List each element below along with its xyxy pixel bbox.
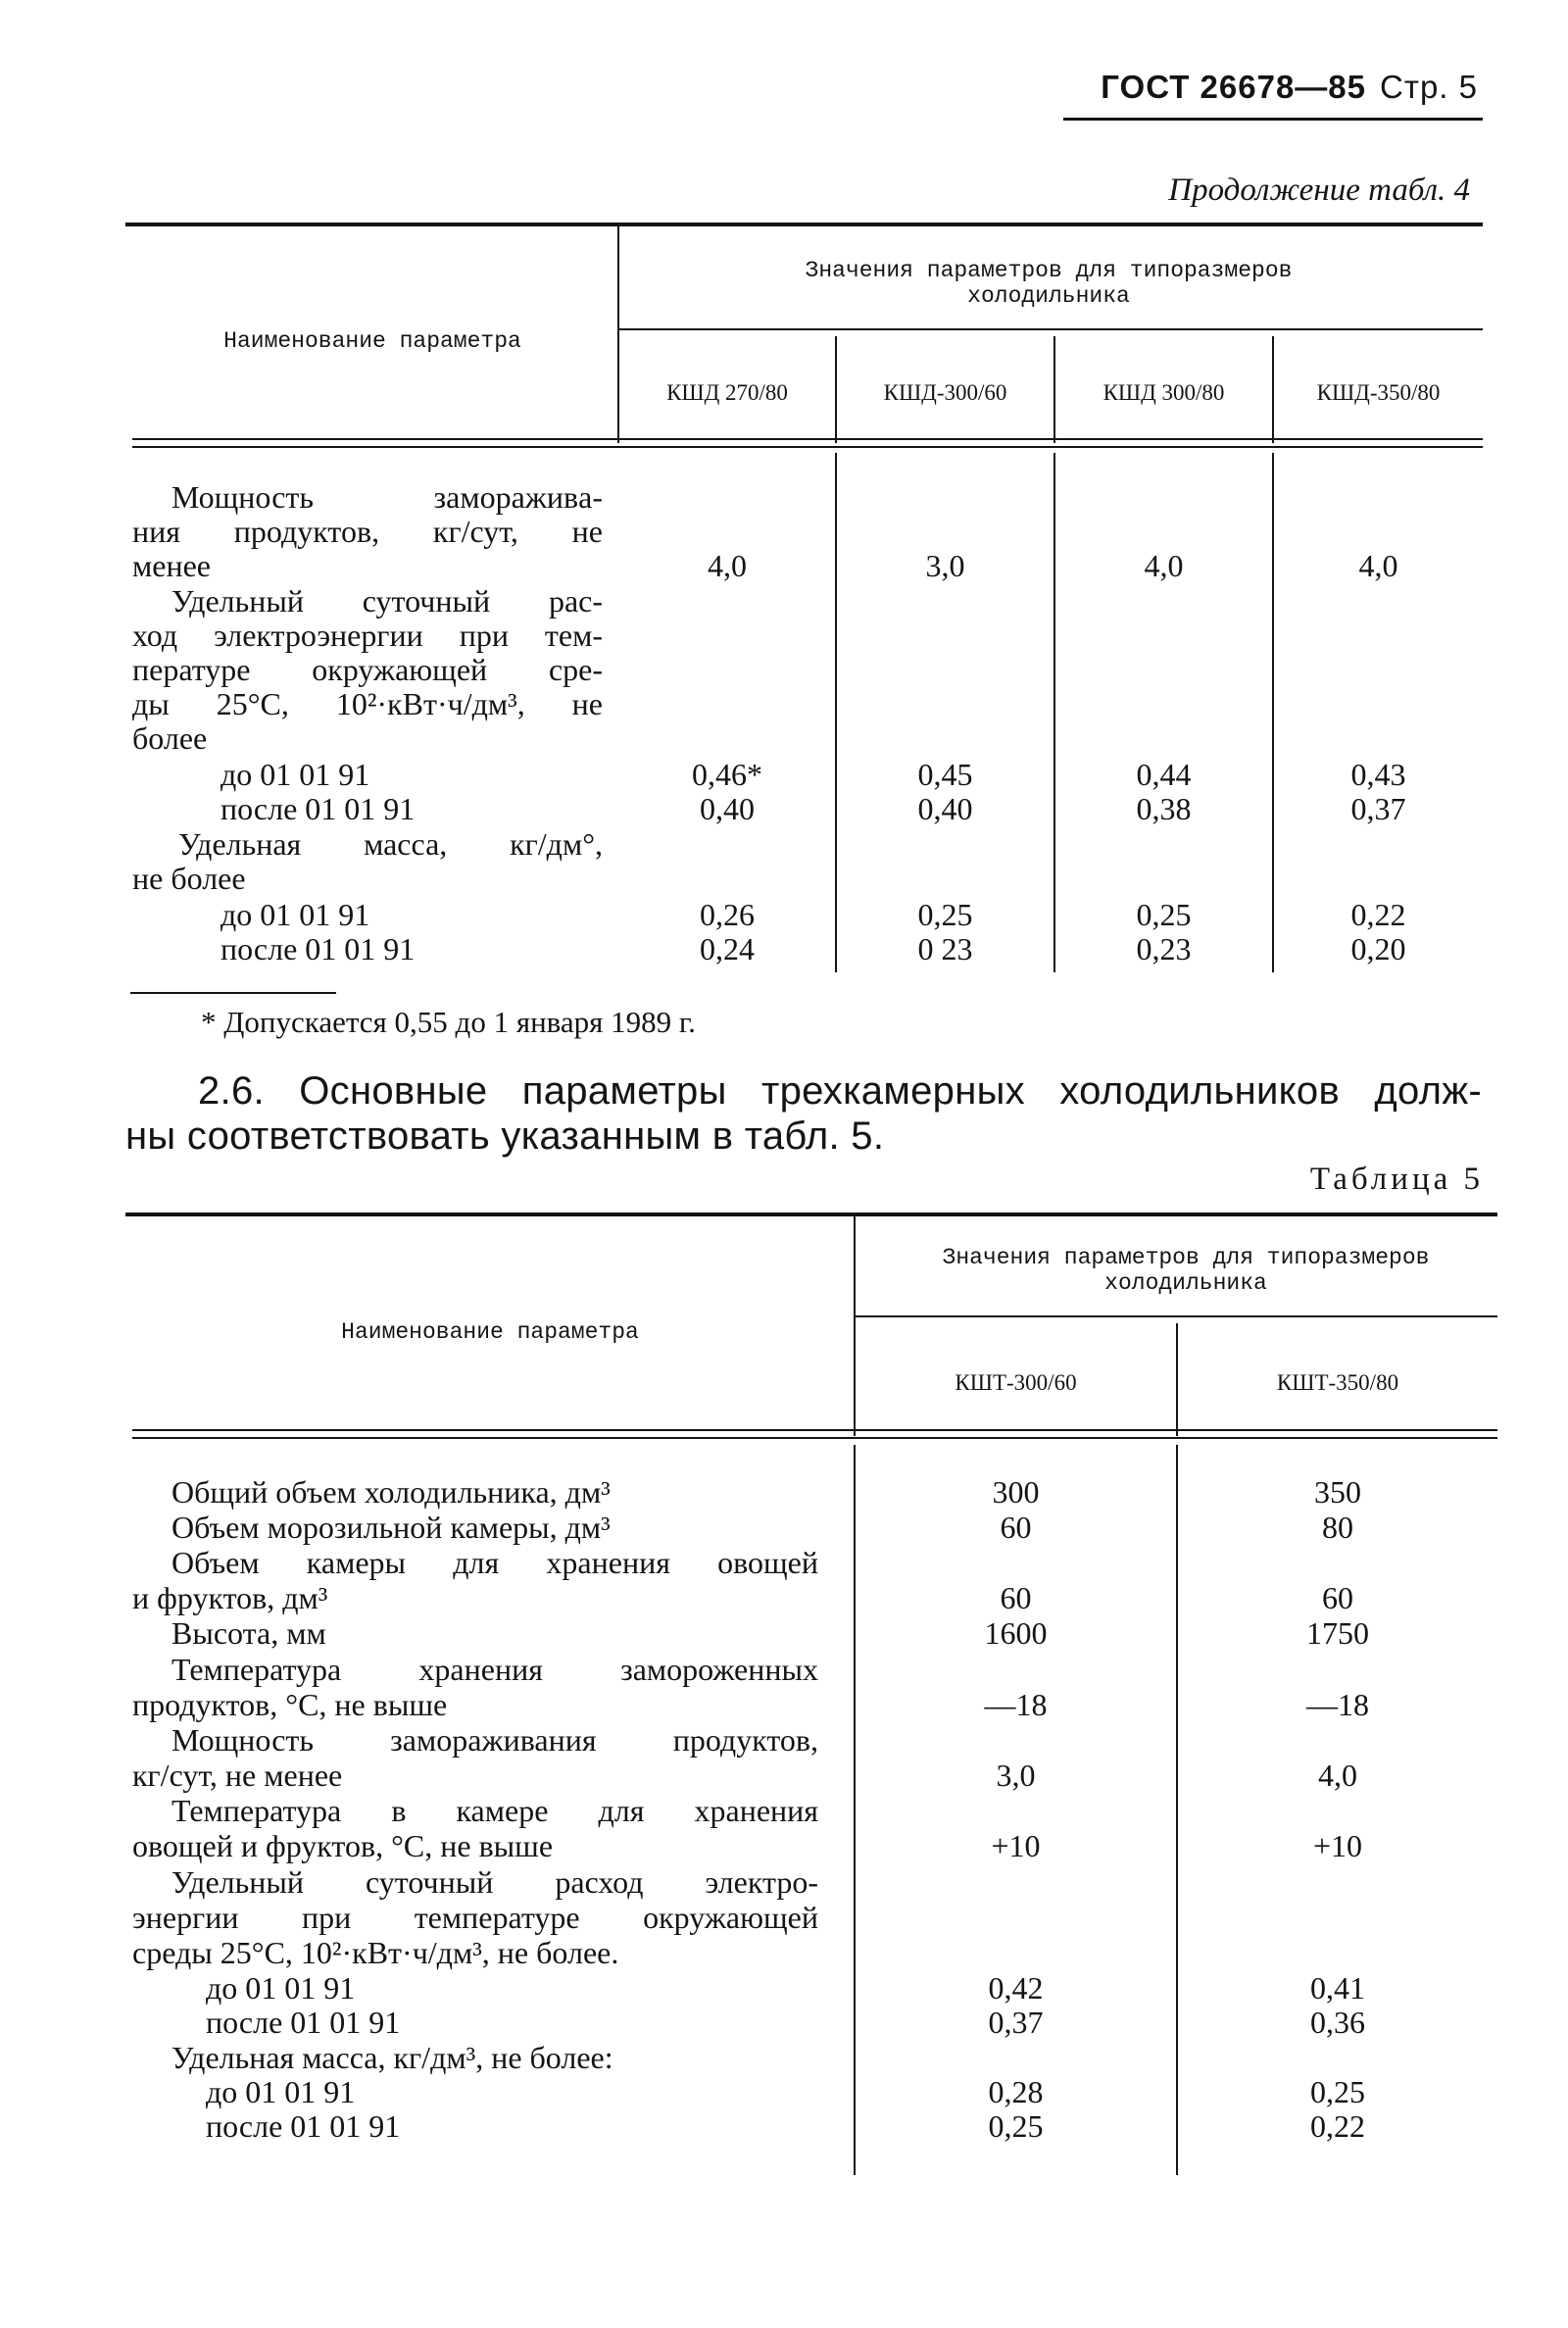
table5-column-header: КШТ-350/80: [1276, 1370, 1399, 1395]
table5-cell: 0,41: [1310, 1970, 1365, 2006]
page-number: Стр. 5: [1380, 69, 1478, 105]
table5-cell: 0,42: [988, 1970, 1044, 2006]
table4-cell: 0,24: [700, 931, 755, 966]
document-number: ГОСТ 26678—85: [1101, 69, 1366, 105]
table5-cell: 1750: [1306, 1615, 1369, 1651]
table4-row-label: до 01 01 91: [220, 897, 370, 932]
table4-body-divider: [835, 453, 837, 972]
table4-footnote: * Допускается 0,55 до 1 января 1989 г.: [201, 1005, 696, 1039]
table4-row-label: пературе окружающей сре-: [132, 652, 603, 687]
table4-row-label: ды 25°С, 10²·кВт·ч/дм³, не: [132, 686, 603, 721]
table5-cell: 0,25: [988, 2108, 1044, 2144]
table4-row-label: более: [132, 720, 208, 756]
table4-cell: 0,26: [700, 897, 755, 932]
table4-header-rule-1: [132, 438, 1483, 440]
table5-group-rule: [856, 1315, 1497, 1317]
table5-group-header: Значения параметров для типоразмеров холодильника: [942, 1245, 1430, 1296]
table5-divider: [854, 1215, 856, 1436]
table5-top-rule: [125, 1213, 1497, 1216]
table5-header-rule-1: [132, 1429, 1497, 1431]
table4-group-header: Значения параметров для типоразмеров холодильника: [805, 258, 1293, 309]
table4-cell: 0,44: [1136, 757, 1192, 792]
table5-cell: 0,25: [1310, 2074, 1365, 2109]
table4-caption: Продолжение табл. 4: [1168, 173, 1470, 208]
table5-cell: 60: [1000, 1580, 1032, 1615]
table5-row-label: среды 25°С, 10²·кВт·ч/дм³, не более.: [132, 1935, 619, 1970]
table5-row-label: и фруктов, дм³: [132, 1580, 328, 1615]
table5-cell: 0,37: [988, 2005, 1044, 2040]
table5-cell: 60: [1322, 1580, 1353, 1615]
table4-cell: 0,40: [917, 791, 973, 826]
header-rule: [1063, 118, 1483, 121]
table5-cell: 0,36: [1310, 2005, 1365, 2040]
table5-cell: 0,22: [1310, 2108, 1365, 2144]
table4-column-header: КШД 270/80: [666, 380, 788, 405]
table5-cell: 0,28: [988, 2074, 1044, 2109]
table4-cell: 0,45: [917, 757, 973, 792]
table4-row-label: не более: [132, 861, 246, 896]
table4-cell: 0,25: [917, 897, 973, 932]
table5-cell: 1600: [984, 1615, 1048, 1651]
table5-cell: 3,0: [996, 1758, 1036, 1793]
table4-column-header: КШД-350/80: [1316, 380, 1441, 405]
table4-cell: 3,0: [925, 548, 965, 583]
table5-row-label: продуктов, °С, не выше: [132, 1687, 448, 1722]
table5-cell: +10: [991, 1828, 1041, 1863]
table5-row-label: Температура в камере для хранения: [172, 1793, 818, 1828]
paragraph-line: 2.6. Основные параметры трехкамерных холодильников долж-: [198, 1069, 1482, 1113]
table5-row-label: Объем камеры для хранения овощей: [172, 1545, 818, 1580]
table5-row-label: энергии при температуре окружающей: [132, 1900, 818, 1935]
table4-row-label: ния продуктов, кг/сут, не: [132, 514, 603, 549]
table4-row-label: до 01 01 91: [220, 757, 370, 792]
paragraph-line: ны соответствовать указанным в табл. 5.: [125, 1114, 885, 1158]
table5-row-label: Общий объем холодильника, дм³: [172, 1474, 611, 1510]
table5-row-label: Температура хранения замороженных: [172, 1652, 818, 1687]
table4-column-header: КШД-300/60: [883, 380, 1007, 405]
table4-cell: 0,22: [1350, 897, 1406, 932]
table4-row-label: менее: [132, 548, 211, 583]
table4-header-rule-2: [132, 446, 1483, 448]
table5-cell: 4,0: [1318, 1758, 1357, 1793]
table5-cell: —18: [1306, 1687, 1369, 1722]
table4-cell: 0,38: [1136, 791, 1192, 826]
table4-cell: 4,0: [1358, 548, 1398, 583]
table4-body-divider: [1272, 453, 1274, 972]
table5-cell: +10: [1312, 1828, 1363, 1863]
table5-cell: 350: [1314, 1474, 1361, 1510]
table4-cell: 4,0: [1144, 548, 1184, 583]
table4-row-label: ход электроэнергии при тем-: [132, 618, 603, 653]
table5-cell: —18: [984, 1687, 1048, 1722]
table5-row-label: после 01 01 91: [206, 2005, 401, 2040]
table5-cell: 300: [992, 1474, 1040, 1510]
table5-row-label: Объем морозильной камеры, дм³: [172, 1510, 611, 1545]
table4-cell: 4,0: [708, 548, 747, 583]
table4-divider: [617, 225, 619, 443]
table4-cell: 0,43: [1350, 757, 1406, 792]
table5-body-divider: [854, 1445, 856, 2175]
table5-row-label: до 01 01 91: [206, 2074, 356, 2109]
table4-cell: 0,23: [1136, 931, 1192, 966]
table5-row-label: овощей и фруктов, °С, не выше: [132, 1828, 554, 1863]
table5-cell: 80: [1322, 1510, 1353, 1545]
table5-header-rule-2: [132, 1437, 1497, 1439]
table5-body-divider: [1176, 1445, 1178, 2175]
table4-body-divider: [1054, 453, 1055, 972]
table4-cell: 0,25: [1136, 897, 1192, 932]
table5-row-label: Высота, мм: [172, 1615, 326, 1651]
table5-row-label: Удельный суточный расход электро-: [172, 1864, 818, 1900]
table5-caption: Таблица 5: [1309, 1162, 1484, 1197]
table5-row-label: кг/сут, не менее: [132, 1758, 343, 1793]
table4-row-label: Удельный суточный рас-: [172, 583, 603, 619]
table4-row-label: Удельная масса, кг/дм°,: [178, 826, 603, 862]
footnote-rule: [130, 992, 336, 994]
table5-row-label: до 01 01 91: [206, 1970, 356, 2006]
running-header: [1101, 69, 1478, 106]
table4-top-rule: [125, 223, 1483, 226]
table5-param-header: Наименование параметра: [341, 1319, 639, 1345]
table4-cell: 0,40: [700, 791, 755, 826]
table5-row-label: Мощность замораживания продуктов,: [172, 1722, 818, 1758]
table4-column-header: КШД 300/80: [1102, 380, 1225, 405]
table4-cell: 0,37: [1350, 791, 1406, 826]
table4-param-header: Наименование параметра: [223, 328, 521, 354]
table4-row-label: после 01 01 91: [220, 931, 416, 966]
table5-cell: 60: [1000, 1510, 1032, 1545]
table5-row-label: Удельная масса, кг/дм³, не более:: [172, 2040, 613, 2075]
table5-row-label: после 01 01 91: [206, 2108, 401, 2144]
table4-cell: 0,20: [1350, 931, 1406, 966]
table4-row-label: после 01 01 91: [220, 791, 416, 826]
table4-cell: 0,46*: [692, 757, 762, 792]
table5-column-header: КШТ-300/60: [955, 1370, 1077, 1395]
table4-group-rule: [619, 328, 1483, 330]
table4-cell: 0 23: [917, 931, 973, 966]
table4-row-label: Мощность замораживa-: [172, 479, 603, 515]
